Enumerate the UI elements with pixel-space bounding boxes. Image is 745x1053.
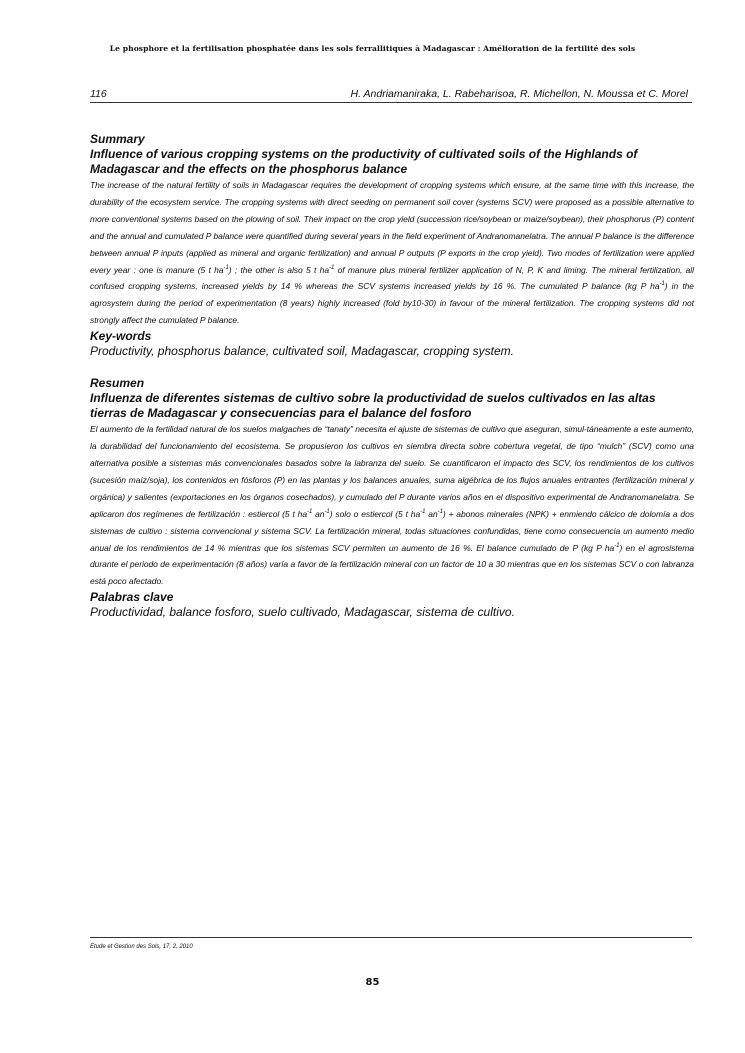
running-head: Le phosphore et la fertilisation phosphatée dans les sols ferrallitiques à Madagascar : Amélioration de la fertilité des sols [109, 44, 636, 53]
superscript: -1 [420, 508, 426, 515]
resumen-text: ) + abonos minerales (NPK) + enmiendo cálcico de dolomía a dos sistemas de cultivo : sistema convencional y sistema SCV. La fertilización mineral, todas situaciones confundidas, tiene como consecuencia un aumento medio anual de los rendimientos de 14 % mientras que los sistemas SCV permiten un aumento de 16 %. El balance cumulado de P (kg P ha [90, 508, 694, 553]
palabras-heading: Palabras clave [90, 590, 174, 605]
resumen-title: Influenza de diferentes sistemas de cultivo sobre la productividad de suelos cultivados en las altas tierras de Madagascar y consecuencias para el balance del fosforo [90, 391, 656, 421]
summary-text: ) in the agrosystem during the period of experimentation (8 years) highly increased (fold by10-30) in favour of the mineral fertilization. The cropping systems did not strongly affect the cumulated P balance. [90, 281, 694, 326]
page-header [90, 88, 692, 103]
superscript: -1 [223, 264, 229, 271]
resumen-text: an [312, 508, 325, 519]
page-header-authors: H. Andriamaniraka, L. Rabeharisoa, R. Michellon, N. Moussa et C. Morel [350, 88, 688, 100]
summary-text: The increase of the natural fertility of soils in Madagascar requires the development of cropping systems which ensure, at the same time with this increase, the durability of the ecosystem service. The cropping systems with direct seeding on permanent soil cover (systems SCV) were proposed as a possible alternative to more conventional systems based on the plowing of soil. Their impact on the crop yield (succession rice/soybean or maize/soybean), their phosphorus (P) content and the annual and cumulated P balance were quantified during several years in the field experiment of Andranomanelatra. The annual P balance is the difference between annual P inputs (applied as mineral and organic fertilization) and annual P outputs (P exports in the crop yield). Two modes of fertilization were applied every year : one is manure (5 t ha [90, 180, 695, 275]
page-number: 85 [365, 977, 380, 988]
resumen-text: ) solo o estiercol (5 t ha [329, 508, 421, 519]
superscript: -1 [329, 264, 335, 271]
palabras-text: Productividad, balance fosforo, suelo cultivado, Madagascar, sistema de cultivo. [90, 605, 515, 620]
keywords-text: Productivity, phosphorus balance, cultivated soil, Madagascar, cropping system. [90, 344, 514, 359]
resumen-text: ) en el agrosistema durante el periodo de experimentación (8 años) varía a favor de la fertilización mineral con un factor de 10 a 30 mientras que en los sistemas SCV o con labranza está poco afectado. [90, 542, 695, 587]
superscript: -1 [659, 281, 665, 288]
journal-footer: Etude et Gestion des Sols, 17, 2, 2010 [90, 944, 193, 950]
summary-heading: Summary [90, 132, 145, 146]
resumen-body [90, 421, 694, 590]
summary-body [90, 177, 694, 329]
superscript: -1 [324, 508, 330, 515]
summary-text: ) ; the other is also 5 t ha [228, 264, 330, 275]
page-header-number: 116 [90, 88, 107, 100]
keywords-heading: Key-words [90, 329, 152, 344]
superscript: -1 [614, 542, 620, 549]
superscript: -1 [307, 508, 313, 515]
resumen-text: El aumento de la fertilidad natural de los suelos malgaches de “tanaty” necesita el ajuste de sistemas de cultivo que aseguran, simul-táneamente a este aumento, la durabilidad del funcionamiento del ecosistema. Se propusieron los cultivos en siembra directa sobre cobertura vegetal, de tipo “mulch” (SCV) como una alternativa posible a sistemas más convencionales basados sobre la labranza del suelo. Se cuantificaron el impacto des SCV, los rendimientos de los cultivos (sucesión maíz/soja), los contenidos en fósforos (P) en las plantas y los balances anuales, suma algébrica de los flujos anuales entrantes (fertilización mineral y orgánica) y salientes (exportaciones en los órganos cosechados), y cumulado del P durante varios años en el dispositivo experimental de Andranomanelatra. Se aplicaron dos regímenes de fertilización : estiercol (5 t ha [90, 424, 694, 519]
resumen-heading: Resumen [90, 376, 145, 391]
summary-text: of manure plus mineral fertilizer application of N, P, K and liming. The mineral fertilization, all confused cropping systems, increased yields by 14 % whereas the SCV systems increased yields by 16 %. The cumulated P balance (kg P ha [90, 264, 694, 292]
article-content [90, 132, 694, 620]
footer-divider [90, 937, 692, 938]
superscript: -1 [437, 508, 443, 515]
resumen-text: an [425, 508, 438, 519]
summary-title: Influence of various cropping systems on the productivity of cultivated soils of the Highlands of Madagascar and the effects on the phosphorus balance [90, 147, 638, 176]
